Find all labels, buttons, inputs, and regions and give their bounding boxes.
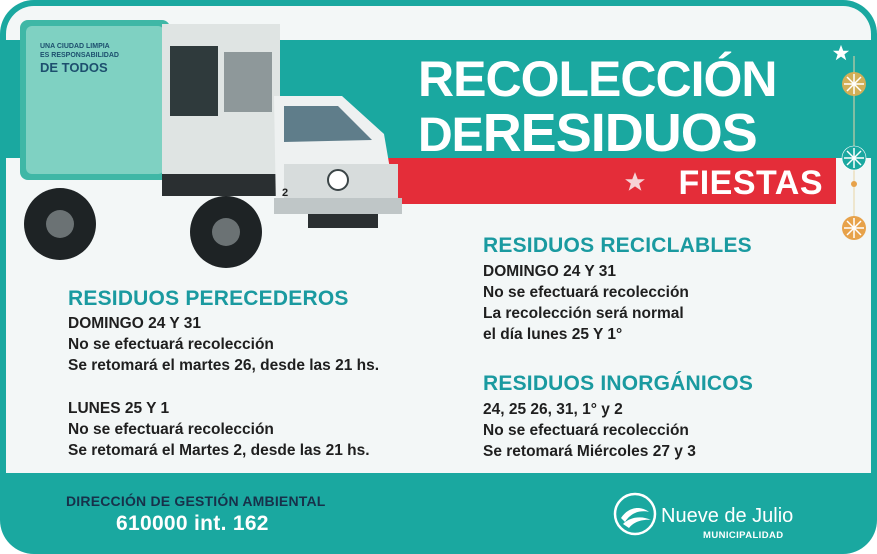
truck-panel-text-3: DE TODOS [40,60,108,75]
truck-panel-text-2: ES RESPONSABILIDAD [40,52,119,59]
headline-line-1: RECOLECCIÓN [418,51,777,107]
perecederos-block-1-line-1: No se efectuará recolección [68,336,274,353]
inorganicos-body [483,399,696,462]
logo-subtitle: MUNICIPALIDAD [703,530,784,541]
inorganicos-title: RESIDUOS INORGÁNICOS [483,372,754,395]
content-panel [6,6,871,473]
inorganicos-line-2: Se retomará Miércoles 27 y 3 [483,443,696,460]
headline-line-2 [418,103,776,163]
reciclables-line-1: No se efectuará recolección [483,284,689,301]
footer-department: DIRECCIÓN DE GESTIÓN AMBIENTAL [66,493,326,509]
perecederos-block-1 [68,313,379,376]
municipality-logo-icon [613,492,657,536]
reciclables-line-2: La recolección será normal [483,305,684,322]
reciclables-body [483,261,689,345]
perecederos-title: RESIDUOS PERECEDEROS [68,287,349,310]
inorganicos-line-1: No se efectuará recolección [483,422,689,439]
logo-name: Nueve de Julio [661,505,794,527]
perecederos-block-1-date: DOMINGO 24 Y 31 [68,315,201,332]
headline [418,51,777,163]
perecederos-block-2 [68,398,370,461]
perecederos-block-1-line-2: Se retomará el martes 26, desde las 21 hs. [68,357,380,374]
perecederos-block-2-line-1: No se efectuará recolección [68,421,274,438]
subtitle-fiestas: FIESTAS [678,164,823,202]
headline-de: DE [418,109,483,162]
reciclables-title: RESIDUOS RECICLABLES [483,234,752,257]
footer-phone: 610000 int. 162 [116,512,269,535]
perecederos-block-2-date: LUNES 25 Y 1 [68,400,170,417]
reciclables-date: DOMINGO 24 Y 31 [483,263,616,280]
headline-residuos: RESIDUOS [482,103,757,163]
reciclables-line-3: el día lunes 25 Y 1° [483,326,623,343]
star-red-icon [624,171,646,193]
inorganicos-dates: 24, 25 26, 31, 1° y 2 [483,401,623,418]
truck-cab-number: 2 [282,187,289,199]
garbage-truck-image [12,14,412,276]
snowflake-ornaments-icon [836,56,871,256]
perecederos-block-2-line-2: Se retomará el Martes 2, desde las 21 hs. [68,442,370,459]
truck-panel-text-1: UNA CIUDAD LIMPIA [40,43,110,50]
